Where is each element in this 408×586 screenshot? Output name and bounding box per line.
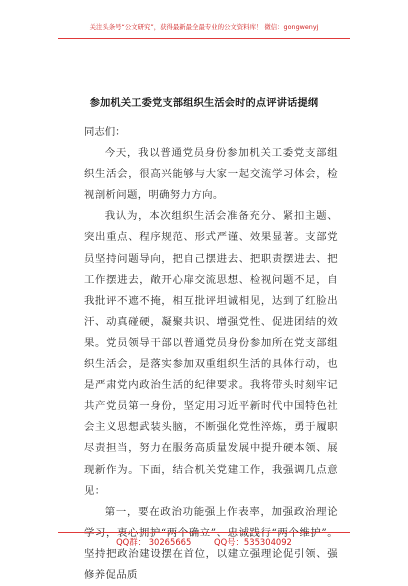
- footer-contacts: [0, 536, 408, 548]
- footer-qq-number: QQ号：535304092: [214, 537, 292, 547]
- footer-divider: [58, 532, 350, 533]
- paragraph-2: 我认为，本次组织生活会准备充分、紧扣主题、突出重点、程序规范、形式严谨、效果显著。支部党员坚持问题导向，把自己摆进去、把职责摆进去、把工作摆进去，敞开心扉交流思想、检视问题不足，自我批评不遮不掩，相互批评坦诚相见，达到了红脸出汗、动真碰硬，凝聚共识、增强党性、促进团结的效果。党员领导干部以普通党员身份参加所在党支部组织生活会，是落实参加双重组织生活的具体行动，也是严肃党内政治生活的纪律要求。我将带头时刻牢记共产党员第一身份，坚定用习近平新时代中国特色社会主义思想武装头脑，不断强化党性淬炼，勇于履职尽责担当，努力在服务高质量发展中提升硬本领、展现新作为。下面，结合机关党建工作，我强调几点意见：: [84, 210, 338, 497]
- salutation: 同志们：: [84, 126, 126, 138]
- document-title: 参加机关工委党支部组织生活会时的点评讲话提纲: [89, 97, 319, 109]
- paragraph-3: 第一，要在政治功能强上作表率，加强政治理论学习，衷心拥护“两个确立”、忠诚践行“两个维护”。坚持把政治建设摆在首位，以建立强理论促引领、强修养促品质: [84, 505, 338, 581]
- paragraph-1: 今天，我以普通党员身份参加机关工委党支部组织生活会，很高兴能够与大家一起交流学习体会，检视剖析问题，明确努力方向。: [84, 147, 338, 202]
- header-note: 关注头条号“公文研究”，获得最新最全最专业的公文资料库！ 微信：gongwenyj: [89, 23, 319, 31]
- header-divider: [58, 38, 350, 39]
- footer-qq-group: QQ群： 30265665: [116, 537, 192, 547]
- document-body: [84, 122, 338, 586]
